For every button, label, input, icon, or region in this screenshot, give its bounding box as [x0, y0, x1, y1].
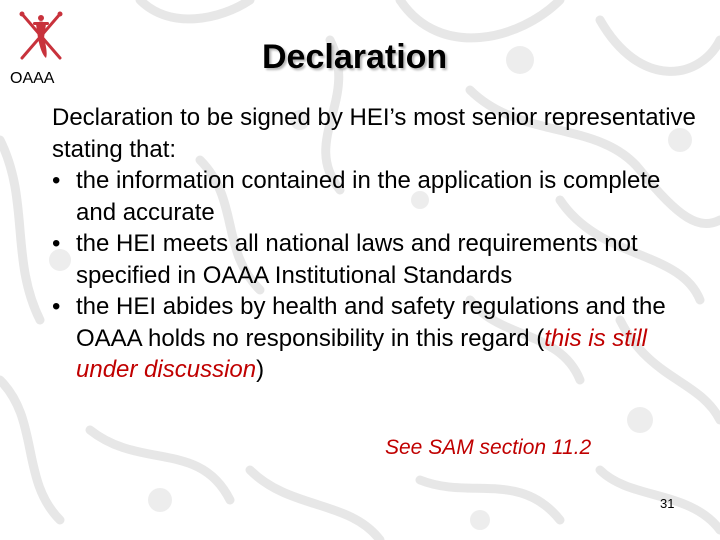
bullet-marker: •	[52, 167, 61, 194]
see-sam-reference: See SAM section 11.2	[385, 436, 592, 459]
bullet-marker: •	[52, 230, 61, 257]
oman-khanjar-emblem-icon	[16, 10, 66, 64]
bullet-marker: •	[52, 293, 61, 320]
bullet-list	[52, 165, 702, 386]
page-number: 31	[660, 496, 675, 511]
slide-title: Declaration	[262, 38, 448, 76]
bullet-item-1	[52, 165, 702, 228]
bullet-text-3: the HEI abides by health and safety regulations and the OAAA holds no responsibility in this regard	[76, 293, 666, 352]
bullet-text-1: the information contained in the application is complete and accurate	[76, 167, 661, 226]
org-label: OAAA	[10, 70, 55, 87]
bullet-text-2: the HEI meets all national laws and requirements not specified in OAAA Institutional Standards	[76, 230, 638, 289]
slide-body	[52, 102, 702, 386]
bullet-item-3	[52, 291, 702, 386]
note-open-paren: (	[536, 324, 545, 352]
intro-text: Declaration to be signed by HEI’s most senior representative stating that:	[52, 104, 696, 163]
bullet-item-2	[52, 228, 702, 291]
note-close-paren: )	[256, 356, 265, 383]
discussion-note: this is still under discussion	[76, 324, 647, 383]
